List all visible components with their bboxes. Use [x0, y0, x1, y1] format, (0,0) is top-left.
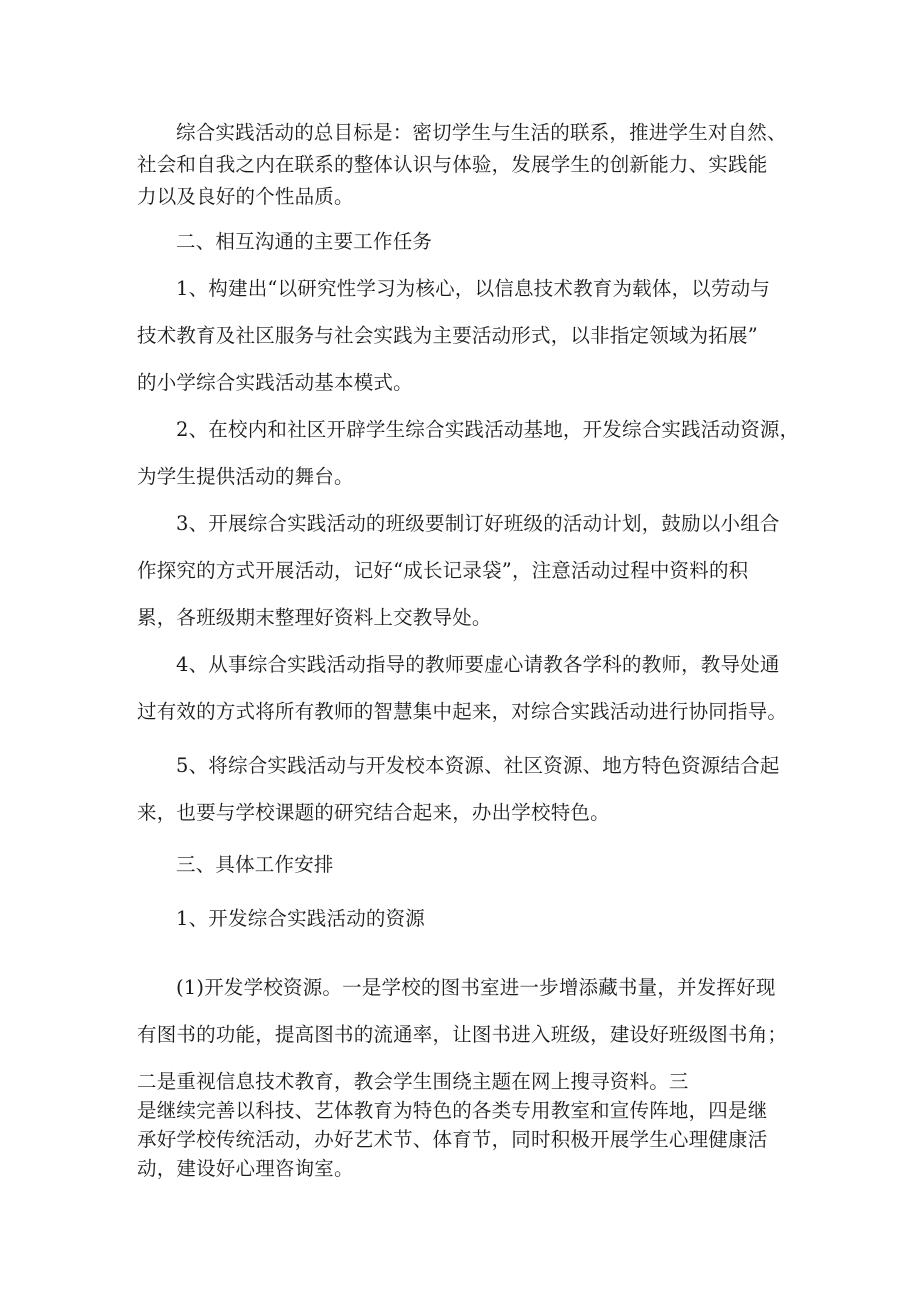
paragraph-line: 是继续完善以科技、艺体教育为特色的各类专用教室和宣传阵地，四是继	[137, 1099, 768, 1122]
paragraph-line: 3、开展综合实践活动的班级要制订好班级的活动计划，鼓励以小组合	[176, 512, 780, 535]
paragraph-line: 2、在校内和社区开辟学生综合实践活动基地，开发综合实践活动资源，	[176, 418, 800, 441]
paragraph-line: (1)开发学校资源。一是学校的图书室进一步增添藏书量，并发挥好现	[176, 976, 776, 999]
paragraph-line: 承好学校传统活动，办好艺术节、体育节，同时积极开展学生心理健康活	[137, 1128, 768, 1151]
paragraph-line: 1、构建出“以研究性学习为核心，以信息技术教育为载体，以劳动与	[176, 277, 771, 300]
section-heading: 二、相互沟通的主要工作任务	[176, 230, 433, 253]
paragraph-line: 动，建设好心理咨询室。	[137, 1157, 354, 1180]
paragraph-line: 4、从事综合实践活动指导的教师要虚心请教各学科的教师，教导处通	[176, 653, 780, 676]
paragraph-line: 社会和自我之内在联系的整体认识与体验，发展学生的创新能力、实践能	[137, 153, 768, 176]
paragraph-line: 作探究的方式开展活动，记好“成长记录袋”，注意活动过程中资料的积	[137, 559, 749, 582]
paragraph-line: 5、将综合实践活动与开发校本资源、社区资源、地方特色资源结合起	[176, 754, 780, 777]
paragraph-line: 综合实践活动的总目标是：密切学生与生活的联系，推进学生对自然、	[176, 121, 787, 144]
paragraph-line: 过有效的方式将所有教师的智慧集中起来，对综合实践活动进行协同指导。	[137, 700, 788, 723]
subsection-heading: 1、开发综合实践活动的资源	[176, 907, 426, 930]
section-heading: 三、具体工作安排	[176, 853, 334, 876]
paragraph-line: 的小学综合实践活动基本模式。	[137, 371, 413, 394]
paragraph-line: 来，也要与学校课题的研究结合起来，办出学校特色。	[137, 801, 610, 824]
paragraph-line: 力以及良好的个性品质。	[137, 185, 354, 208]
paragraph-line: 有图书的功能，提高图书的流通率，让图书进入班级，建设好班级图书角；	[137, 1023, 788, 1046]
paragraph-line: 累，各班级期末整理好资料上交教导处。	[137, 606, 492, 629]
paragraph-line: 二是重视信息技术教育，教会学生围绕主题在网上搜寻资料。三	[137, 1070, 689, 1093]
paragraph-line: 技术教育及社区服务与社会实践为主要活动形式，以非指定领域为拓展”	[137, 324, 758, 347]
paragraph-line: 为学生提供活动的舞台。	[137, 465, 354, 488]
